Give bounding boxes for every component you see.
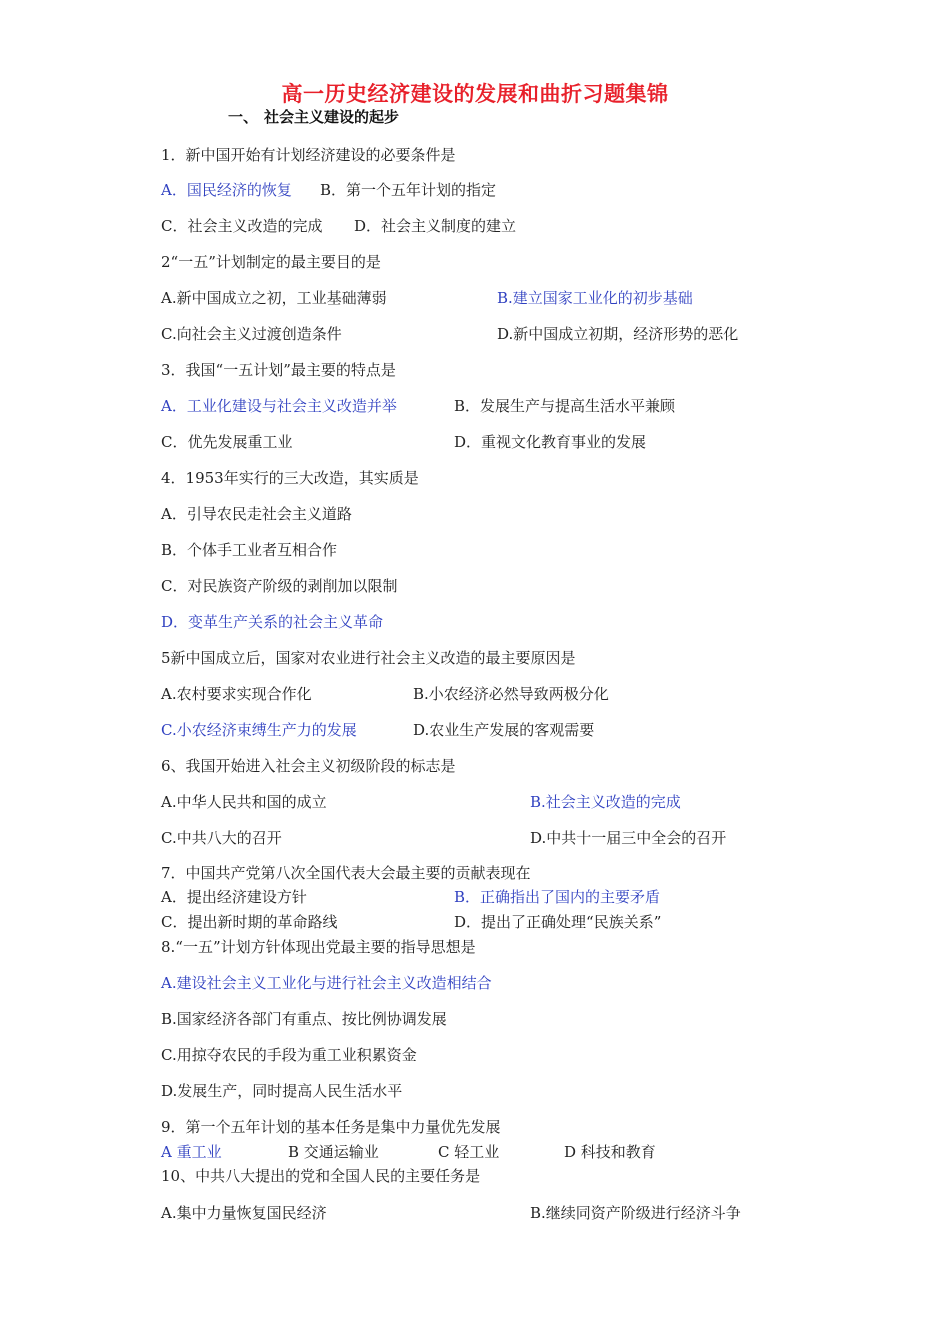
option-c-answer: C.小农经济束缚生产力的发展 (161, 721, 357, 739)
section-heading (228, 106, 399, 127)
question-stem: 1．新中国开始有计划经济建设的必要条件是 (161, 146, 456, 164)
option-c: C 轻工业 (438, 1143, 500, 1161)
option-a-answer: A.建设社会主义工业化与进行社会主义改造相结合 (161, 974, 492, 992)
question-stem: 2“一五”计划制定的最主要目的是 (161, 253, 381, 271)
question-stem: 7．中国共产党第八次全国代表大会最主要的贡献表现在 (161, 864, 531, 882)
option-a: A.农村要求实现合作化 (161, 685, 312, 703)
option-b-answer: B.建立国家工业化的初步基础 (497, 289, 693, 307)
option-b: B 交通运输业 (288, 1143, 379, 1161)
option-b: B.国家经济各部门有重点、按比例协调发展 (161, 1010, 447, 1028)
option-d: D．重视文化教育事业的发展 (454, 433, 647, 451)
option-a: A．提出经济建设方针 (161, 888, 307, 906)
option-c: C．优先发展重工业 (161, 433, 293, 451)
section-label: 社会主义建设的起步 (264, 108, 400, 126)
option-d: D 科技和教育 (564, 1143, 656, 1161)
option-d: D．社会主义制度的建立 (354, 217, 517, 235)
question-stem: 3．我国“一五计划”最主要的特点是 (161, 361, 396, 379)
option-c: C．对民族资产阶级的剥削加以限制 (161, 577, 398, 595)
option-d: D.农业生产发展的客观需要 (413, 721, 595, 739)
question-stem: 8.“一五”计划方针体现出党最主要的指导思想是 (161, 938, 476, 956)
option-c: C.向社会主义过渡创造条件 (161, 325, 342, 343)
question-stem: 9．第一个五年计划的基本任务是集中力量优先发展 (161, 1118, 501, 1136)
question-stem: 10、中共八大提出的党和全国人民的主要任务是 (161, 1167, 481, 1185)
question-stem: 6、我国开始进入社会主义初级阶段的标志是 (161, 757, 456, 775)
question-stem: 5新中国成立后，国家对农业进行社会主义改造的最主要原因是 (161, 649, 576, 667)
option-a: A．引导农民走社会主义道路 (161, 505, 352, 523)
page-title: 高一历史经济建设的发展和曲折习题集锦 (281, 82, 669, 106)
option-a-answer: A．工业化建设与社会主义改造并举 (161, 397, 397, 415)
option-a-answer: A 重工业 (161, 1143, 222, 1161)
option-d: D．提出了正确处理“民族关系” (454, 913, 662, 931)
option-b: B.小农经济必然导致两极分化 (413, 685, 609, 703)
option-c: C.用掠夺农民的手段为重工业积累资金 (161, 1046, 417, 1064)
option-b: B．发展生产与提高生活水平兼顾 (454, 397, 676, 415)
option-a-answer: A．国民经济的恢复 (161, 181, 292, 199)
option-a: A.中华人民共和国的成立 (161, 793, 327, 811)
option-c: C．提出新时期的革命路线 (161, 913, 338, 931)
option-c: C．社会主义改造的完成 (161, 217, 323, 235)
option-b-answer: B．正确指出了国内的主要矛盾 (454, 888, 661, 906)
option-b: B．个体手工业者互相合作 (161, 541, 338, 559)
section-number: 一、 (228, 108, 259, 126)
option-d-answer: D．变革生产关系的社会主义革命 (161, 613, 384, 631)
option-a: A.新中国成立之初，工业基础薄弱 (161, 289, 387, 307)
option-d: D.新中国成立初期，经济形势的恶化 (497, 325, 739, 343)
option-a: A.集中力量恢复国民经济 (161, 1204, 327, 1222)
option-c: C.中共八大的召开 (161, 829, 282, 847)
option-b: B.继续同资产阶级进行经济斗争 (530, 1204, 741, 1222)
option-b-answer: B.社会主义改造的完成 (530, 793, 681, 811)
question-stem: 4．1953年实行的三大改造，其实质是 (161, 469, 419, 487)
option-d: D.中共十一届三中全会的召开 (530, 829, 727, 847)
option-d: D.发展生产，同时提高人民生活水平 (161, 1082, 403, 1100)
option-b: B．第一个五年计划的指定 (320, 181, 497, 199)
